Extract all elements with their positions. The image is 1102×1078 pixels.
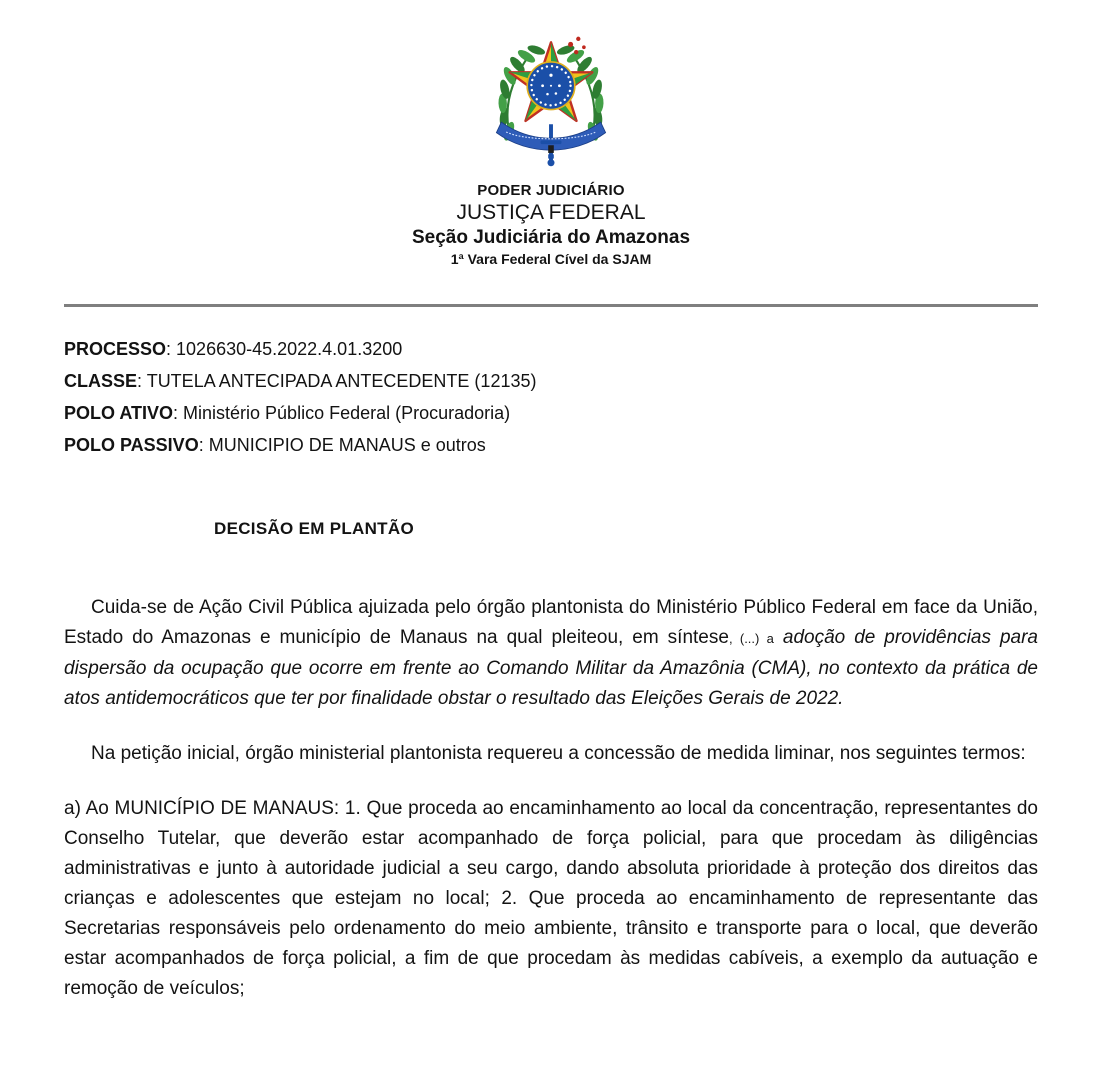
case-row-polo-passivo xyxy=(64,429,1038,461)
org-court: 1ª Vara Federal Cível da SJAM xyxy=(450,251,652,267)
case-row-processo xyxy=(64,333,1038,365)
case-value: : 1026630-45.2022.4.01.3200 xyxy=(166,339,403,359)
case-row-classe xyxy=(64,365,1038,397)
document-body xyxy=(64,593,1038,1004)
case-label: CLASSE xyxy=(64,371,138,391)
case-row-polo-ativo xyxy=(64,397,1038,429)
paragraph-1 xyxy=(64,593,1038,714)
org-branch: PODER JUDICIÁRIO xyxy=(477,182,625,199)
org-justice: JUSTIÇA FEDERAL xyxy=(456,201,646,224)
paragraph-1-quote: adoção de providências para dispersão da ocupação que ocorre em frente ao Comando Militar da Amazônia (CMA), no contexto da prática de atos antidemocráticos que ter por finalidade obstar o resultado das Eleições Gerais de 2022. xyxy=(64,627,1038,709)
letterhead xyxy=(0,0,1102,268)
case-value: : TUTELA ANTECIPADA ANTECEDENTE (12135) xyxy=(137,371,537,391)
org-section: Seção Judiciária do Amazonas xyxy=(411,227,691,248)
paragraph-3: a) Ao MUNICÍPIO DE MANAUS: 1. Que proceda ao encaminhamento ao local da concentração, representantes do Conselho Tutelar, que deverão estar acompanhado de força policial, para que procedam às diligências administrativas e junto à autoridade judicial a seu cargo, dando absoluta prioridade à proteção dos direitos das crianças e adolescentes que estejam no local; 2. Que proceda ao encaminhamento de representante das Secretarias responsáveis pelo ordenamento do meio ambiente, trânsito e transporte para o local, que deverão estar acompanhados de força policial, a fim de que procedam às medidas cabíveis, a exemplo da autuação e remoção de veículos; xyxy=(64,798,1038,999)
brazil-coat-of-arms-icon xyxy=(481,26,621,177)
case-value: : Ministério Público Federal (Procuradoria) xyxy=(173,403,511,423)
document-title: DECISÃO EM PLANTÃO xyxy=(214,519,414,538)
paragraph-1-normal: Cuida-se de Ação Civil Pública ajuizada pelo órgão plantonista do Ministério Público Federal em face da União, Estado do Amazonas e município de Manaus na qual pleiteou, em síntese xyxy=(64,597,1038,648)
paragraph-1-ellipsis-note: , (...) a xyxy=(728,631,774,646)
case-label: POLO PASSIVO xyxy=(64,435,199,455)
case-label: POLO ATIVO xyxy=(64,403,174,423)
case-label: PROCESSO xyxy=(64,339,167,359)
case-info-block xyxy=(64,333,1038,461)
case-value: : MUNICIPIO DE MANAUS e outros xyxy=(198,435,486,455)
paragraph-2: Na petição inicial, órgão ministerial plantonista requereu a concessão de medida liminar, nos seguintes termos: xyxy=(91,743,1026,764)
header-divider xyxy=(64,304,1038,307)
